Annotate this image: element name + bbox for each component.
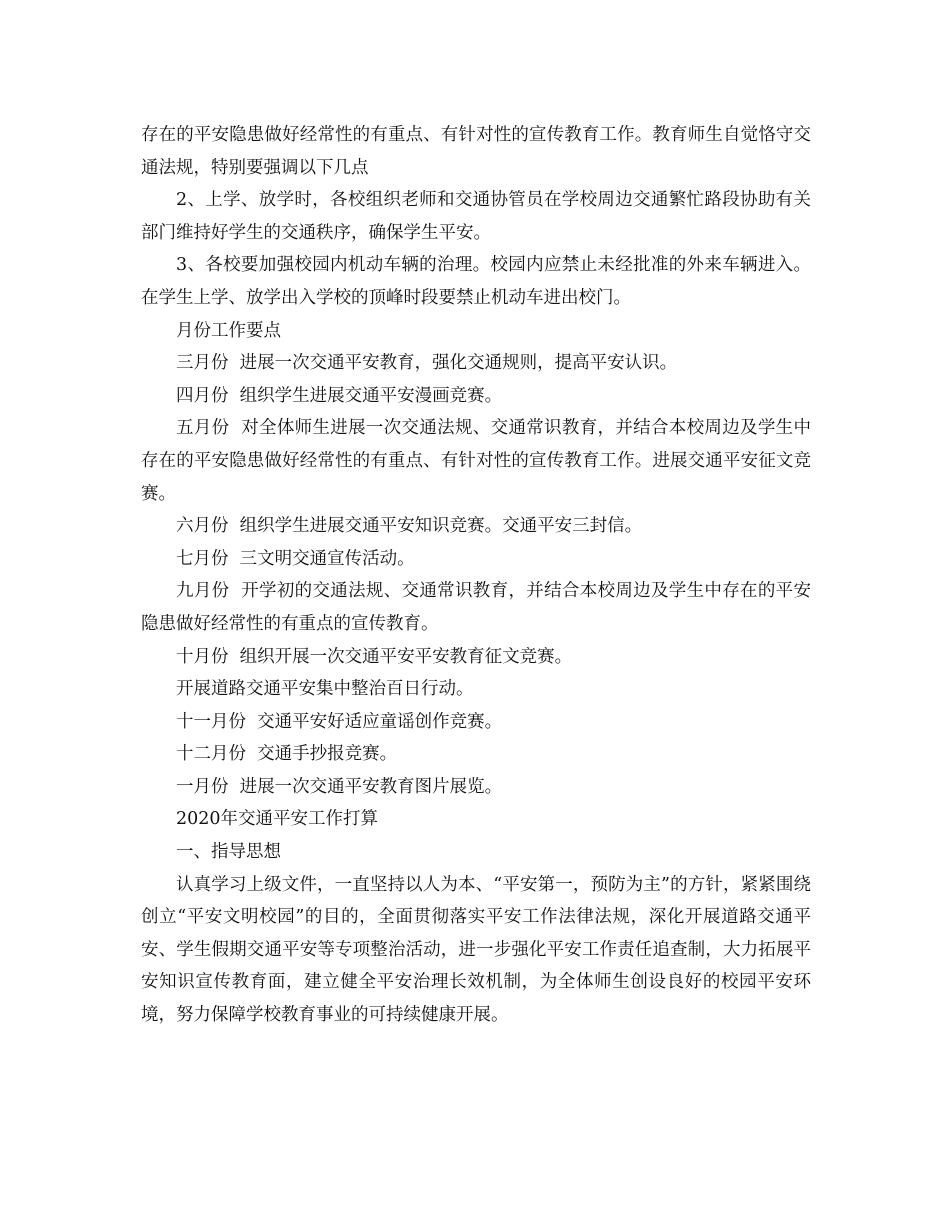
month-item-october: 十月份 组织开展一次交通平安平安教育征文竞赛。 [176, 646, 573, 667]
paragraph-hundred-day-action: 开展道路交通平安集中整治百日行动。 [176, 679, 474, 700]
month-item-september: 九月份 开学初的交通法规、交通常识教育，并结合本校周边及学生中存在的平安隐患做好经常性的有重点的宣传教育。 [141, 581, 811, 634]
month-item-may: 五月份 对全体师生进展一次交通法规、交通常识教育，并结合本校周边及学生中存在的平安隐患做好经常性的有重点、有针对性的宣传教育工作。进展交通平安征文竞赛。 [141, 418, 811, 504]
paragraph-item-2: 2、上学、放学时，各校组织老师和交通协管员在学校周边交通繁忙路段协助有关部门维持好学生的交通秩序，确保学生平安。 [141, 190, 811, 243]
paragraph-item-3: 3、各校要加强校园内机动车辆的治理。校园内应禁止未经批准的外来车辆进入。在学生上学、放学出入学校的顶峰时段要禁止机动车进出校门。 [141, 255, 811, 308]
paragraph-continuation: 存在的平安隐患做好经常性的有重点、有针对性的宣传教育工作。教育师生自觉恪守交通法规，特别要强调以下几点 [141, 125, 811, 178]
section-heading-monthly-points: 月份工作要点 [176, 320, 281, 341]
section-heading-2020-plan: 2020年交通平安工作打算 [176, 809, 379, 830]
month-item-december: 十二月份 交通手抄报竞赛。 [176, 744, 398, 765]
document-body [141, 119, 811, 1032]
month-item-march: 三月份 进展一次交通平安教育，强化交通规则，提高平安认识。 [176, 353, 678, 374]
month-item-june: 六月份 组织学生进展交通平安知识竞赛。交通平安三封信。 [176, 516, 643, 537]
month-item-january: 一月份 进展一次交通平安教育图片展览。 [176, 776, 503, 797]
paragraph-guiding-thought: 认真学习上级文件，一直坚持以人为本、“平安第一，预防为主”的方针，紧紧围绕创立“平安文明校园”的目的，全面贯彻落实平安工作法律法规，深化开展道路交通平安、学生假期交通平安等专项整治活动，进一步强化平安工作责任追查制，大力拓展平安知识宣传教育面，建立健全平安治理长效机制，为全体师生创设良好的校园平安环境，努力保障学校教育事业的可持续健康开展。 [141, 874, 811, 1026]
month-item-april: 四月份 组织学生进展交通平安漫画竞赛。 [176, 385, 503, 406]
month-item-july: 七月份 三文明交通宣传活动。 [176, 548, 415, 569]
section-heading-guiding-thought: 一、指导思想 [176, 842, 281, 863]
month-item-november: 十一月份 交通平安好适应童谣创作竞赛。 [176, 711, 503, 732]
